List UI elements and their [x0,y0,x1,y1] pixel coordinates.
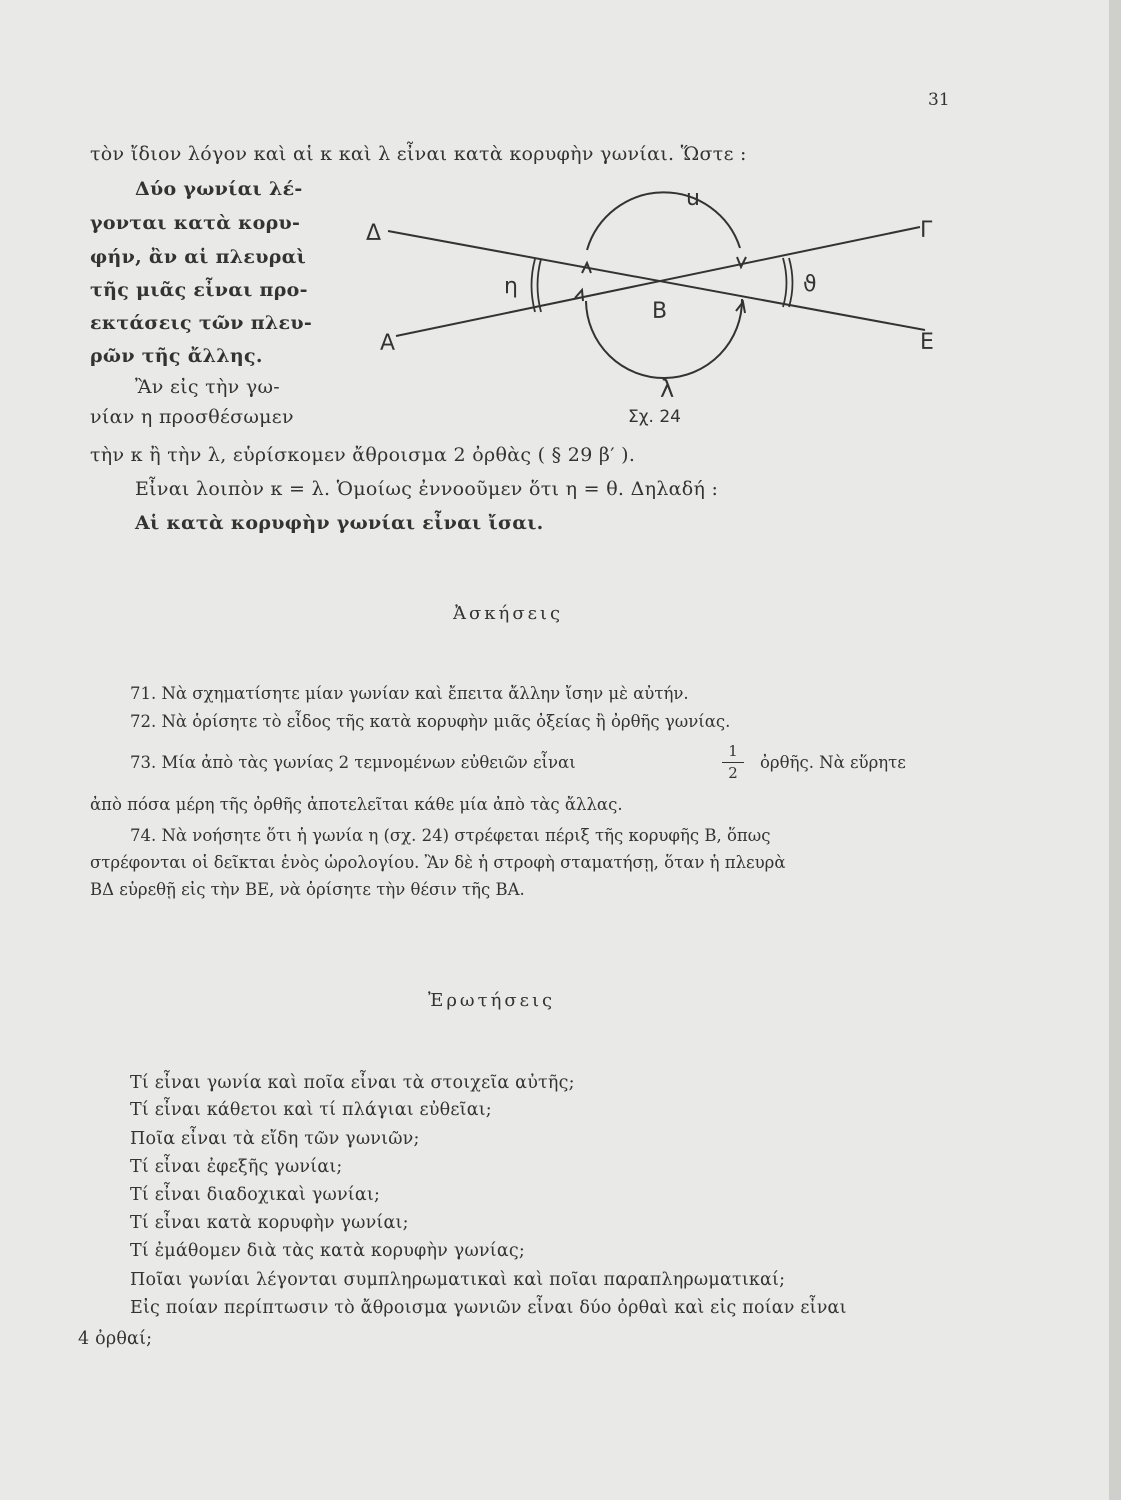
fraction-numerator: 1 [728,742,738,760]
eta-mark-2 [538,259,542,312]
exercise-71: 71. Νὰ σχηματίσητε μίαν γωνίαν καὶ ἔπειτα ἄλλην ἴσην μὲ αὐτήν. [130,684,689,703]
exercise-74-line-3: ΒΔ εὑρεθῇ εἰς τὴν ΒΕ, νὰ ὁρίσητε τὴν θέσιν τῆς ΒΑ. [90,880,525,899]
label-top: u [686,186,700,211]
page-number: 31 [928,90,950,110]
label-left: η [504,274,518,299]
theta-mark-1 [783,258,787,307]
exercise-72: 72. Νὰ ὁρίσητε τὸ εἶδος τῆς κατὰ κορυφὴν μιᾶς ὀξείας ἢ ὀρθῆς γωνίας. [130,712,731,731]
question-9: Εἰς ποίαν περίπτωσιν τὸ ἄθροισμα γωνιῶν εἶναι δύο ὀρθαὶ καὶ εἰς ποίαν εἶναι [130,1298,847,1318]
theorem-statement: Αἱ κατὰ κορυφὴν γωνίαι εἶναι ἴσαι. [135,512,544,534]
label-upper-right: Γ [920,218,933,243]
definition-line-2: γονται κατὰ κορυ- [90,212,301,234]
fraction-denominator: 2 [728,764,738,782]
label-right: ϑ [803,272,817,297]
questions-heading: Ἐρωτήσεις [428,990,556,1011]
question-5: Τί εἶναι διαδοχικαὶ γωνίαι; [130,1185,381,1205]
page-edge [1109,0,1121,1500]
exercises-heading: Ἀσκήσεις [453,603,564,624]
question-6: Τί εἶναι κατὰ κορυφὴν γωνίαι; [130,1213,409,1233]
body-line-2: Εἶναι λοιπὸν κ = λ. Ὁμοίως ἐννοοῦμεν ὅτι η = θ. Δηλαδή : [135,478,719,500]
exercise-73-cont: ἀπὸ πόσα μέρη τῆς ὀρθῆς ἀποτελεῖται κάθε μία ἀπὸ τὰς ἄλλας. [90,795,623,814]
question-3: Ποῖα εἶναι τὰ εἴδη τῶν γωνιῶν; [130,1129,420,1149]
question-9-cont: 4 ὀρθαί; [78,1329,153,1349]
question-8: Ποῖαι γωνίαι λέγονται συμπληρωματικαὶ καὶ ποῖαι παραπληρωματικαί; [130,1270,786,1290]
label-bottom: λ [660,375,675,403]
question-1: Τί εἶναι γωνία καὶ ποῖα εἶναι τὰ στοιχεῖα αὐτῆς; [130,1073,575,1093]
theta-mark-2 [789,258,793,307]
definition-line-5: εκτάσεις τῶν πλευ- [90,312,313,334]
label-center: Β [652,299,668,324]
exercise-73-start: 73. Μία ἀπὸ τὰς γωνίας 2 τεμνομένων εὐθειῶν εἶναι [130,753,576,772]
label-lower-left: Α [380,331,396,356]
question-4: Τί εἶναι ἐφεξῆς γωνίαι; [130,1157,343,1177]
continuation-line-2: νίαν η προσθέσωμεν [90,406,294,428]
fraction-bar [722,762,744,763]
exercise-73-end: ὀρθῆς. Νὰ εὕρητε [760,753,906,772]
body-line-1: τὴν κ ἢ τὴν λ, εὑρίσκομεν ἄθροισμα 2 ὀρθὰς ( § 29 β′ ). [90,444,636,466]
definition-line-3: φήν, ἂν αἱ πλευραὶ [90,246,307,268]
intro-line: τὸν ἴδιον λόγον καὶ αἱ κ καὶ λ εἶναι κατὰ κορυφὴν γωνίαι. Ὥστε : [90,143,747,165]
figure-caption: Σχ. 24 [628,407,682,427]
definition-line-1: Δύο γωνίαι λέ- [135,178,303,200]
arc-kappa [587,192,740,250]
question-2: Τί εἶναι κάθετοι καὶ τί πλάγιαι εὐθεῖαι; [130,1100,492,1120]
label-lower-right: Ε [920,330,934,355]
figure-24 [360,185,950,430]
exercise-74-line-1: 74. Νὰ νοήσητε ὅτι ἡ γωνία η (σχ. 24) στρέφεται πέριξ τῆς κορυφῆς Β, ὅπως [130,826,771,845]
definition-line-4: τῆς μιᾶς εἶναι προ- [90,279,308,301]
eta-mark-1 [532,259,536,312]
definition-line-6: ρῶν τῆς ἄλλης. [90,345,263,367]
question-7: Τί ἐμάθομεν διὰ τὰς κατὰ κορυφὴν γωνίας; [130,1241,525,1261]
exercise-74-line-2: στρέφονται οἱ δεῖκται ἑνὸς ὡρολογίου. Ἂν δὲ ἡ στροφὴ σταματήσῃ, ὅταν ἡ πλευρὰ [90,853,786,872]
label-upper-left: Δ [366,221,382,246]
continuation-line-1: Ἂν εἰς τὴν γω- [135,376,281,398]
